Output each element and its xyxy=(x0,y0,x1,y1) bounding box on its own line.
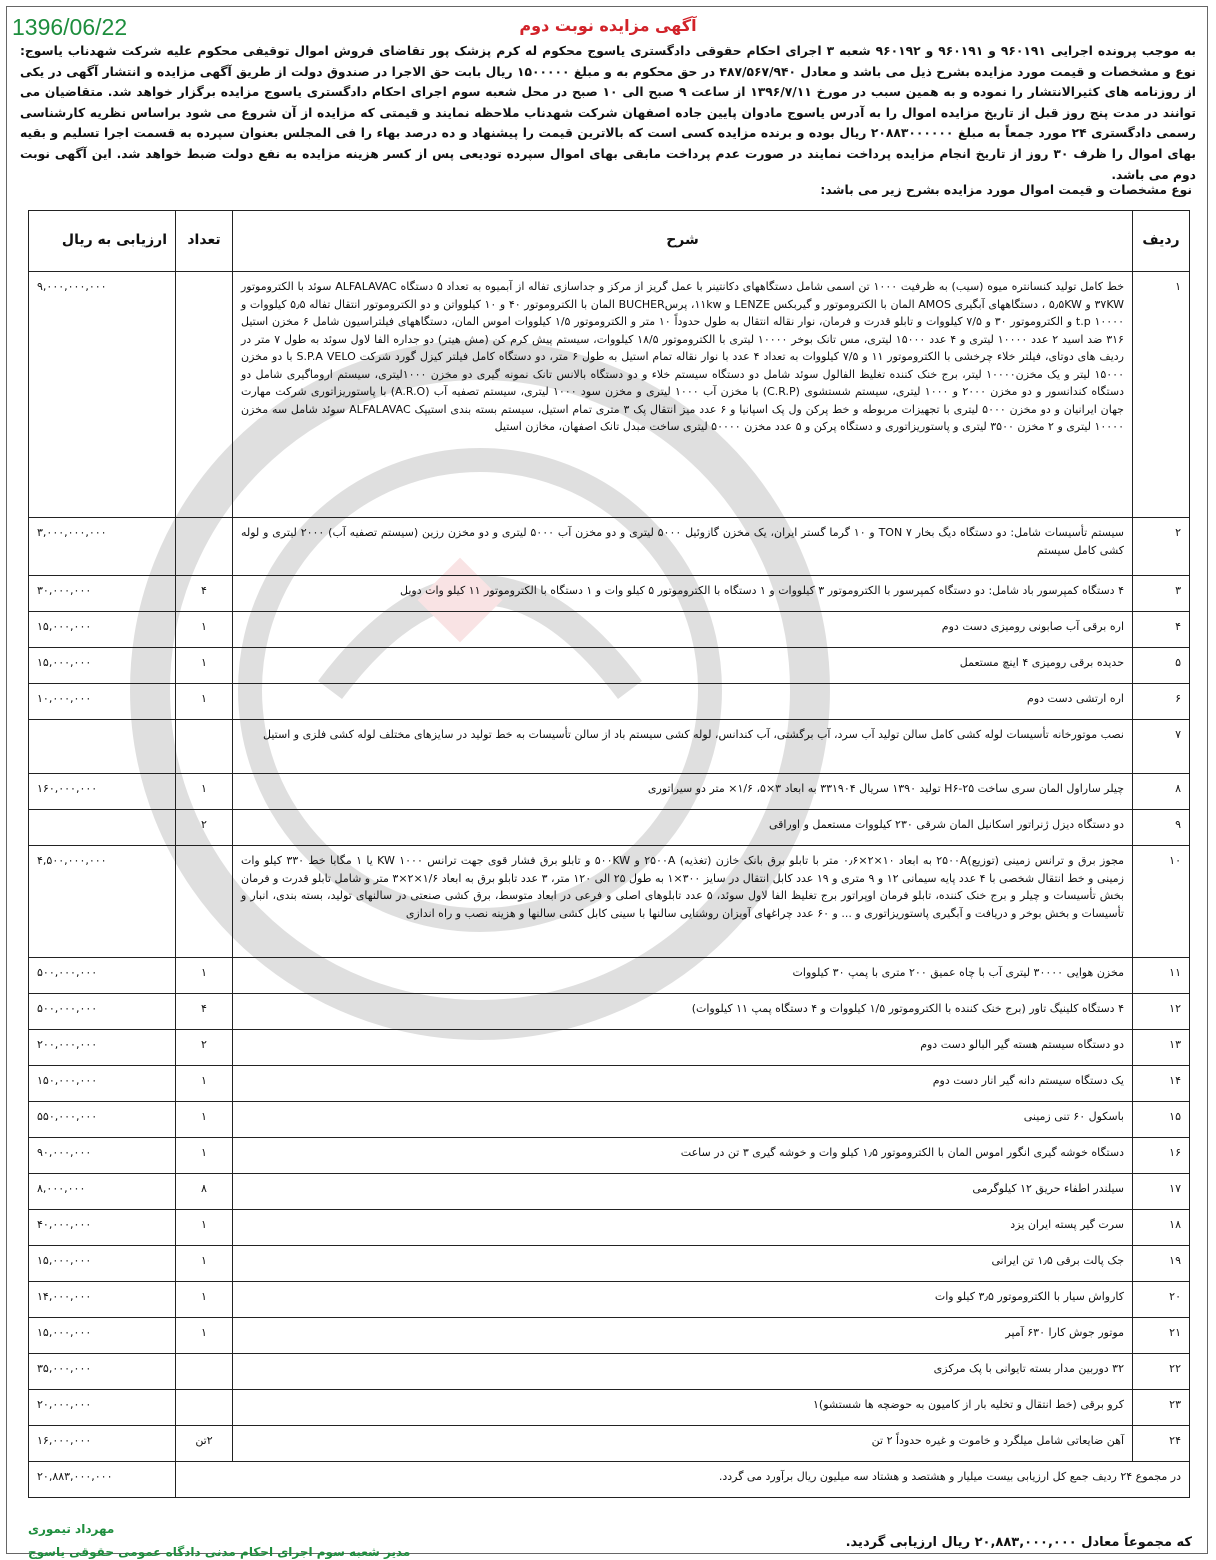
row-description: سرت گیر پسته ایران یزد xyxy=(233,1210,1133,1246)
row-valuation: ۵۵۰,۰۰۰,۰۰۰ xyxy=(29,1102,176,1138)
table-row xyxy=(29,1030,1190,1066)
row-number: ۱۸ xyxy=(1133,1210,1190,1246)
table-row xyxy=(29,1138,1190,1174)
row-quantity: ۱ xyxy=(176,648,233,684)
row-number: ۸ xyxy=(1133,774,1190,810)
table-row xyxy=(29,684,1190,720)
header-description: شرح xyxy=(233,211,1133,272)
row-number: ۳ xyxy=(1133,576,1190,612)
row-description: دو دستگاه دیزل ژنراتور اسکانیل المان شرقی ۲۳۰ کیلووات مستعمل و اوراقی xyxy=(233,810,1133,846)
row-quantity: ۱ xyxy=(176,1102,233,1138)
table-total-row xyxy=(29,1462,1190,1498)
row-description: نصب موتورخانه تأسیسات لوله کشی کامل سالن تولید آب سرد، آب برگشتی، آب کندانس، لوله کشی سیستم باد از سالن تأسیسات به خط تولید در سایزهای مختلف لوله کشی فلزی و استیل xyxy=(233,720,1133,774)
row-number: ۲۱ xyxy=(1133,1318,1190,1354)
row-valuation: ۴۰,۰۰۰,۰۰۰ xyxy=(29,1210,176,1246)
header-valuation: ارزیابی به ریال xyxy=(29,211,176,272)
row-description: مجوز برق و ترانس زمینی (توزیع)۲۵۰۰A به ابعاد ۱۰×۲×۰٫۶ متر با تابلو برق بانک خازن (تغذیه) ۲۵۰۰A و ۵۰۰KW و تابلو برق فشار قوی جهت ترانس ۱۰۰۰ KW یا ۱ مگابا خط ۳۳۰ کیلو وات زمینی و خط انتقال شخصی با ۴ عدد پایه سیمانی ۱۲ و ۹ متری و ۱۹ عدد کابل انتقال در سایز ۳۰۰×۱ به طول ۲۵ الی ۱۲۰ متر، ۳ عدد تابلو برق به ابعاد ۱/۶×۲×۳ متر و شامل تابلو قدرت و فرمان بخش تأسیسات و چیلر و برج خنک کننده، تابلو فرمان اوپراتور برج تغلیظ الفا لاول سوئد، ۵ عدد تابلوهای اصلی و فرعی در ابعاد متوسط، برق کشی صنعتی در سالنهای تولید، بسته بندی، انبار و تأسیسات و بخش بوخر و دریافت و آبگیری پاستوریزاتوری و ... و ۶۰ عدد چراغهای آویزان روشنایی سالنها با سینی کابل کشی سالنها و هزینه نصب و راه اندازی xyxy=(233,846,1133,958)
table-row xyxy=(29,1246,1190,1282)
table-row xyxy=(29,612,1190,648)
row-number: ۲۲ xyxy=(1133,1354,1190,1390)
row-quantity: ۱ xyxy=(176,1246,233,1282)
row-number: ۱۳ xyxy=(1133,1030,1190,1066)
row-description: دستگاه خوشه گیری انگور اموس المان با الکتروموتور ۱٫۵ کیلو وات و خوشه گیری ۳ تن در ساعت xyxy=(233,1138,1133,1174)
total-description: در مجموع ۲۴ ردیف جمع کل ارزیابی بیست میلیار و هشتصد و هشتاد سه میلیون ریال برآورد می گردد. xyxy=(176,1462,1190,1498)
row-valuation: ۳۰,۰۰۰,۰۰۰ xyxy=(29,576,176,612)
row-description: چیلر ساراول المان سری ساخت ۲۵-H۶ تولید ۱۳۹۰ سریال ۳۳۱۹۰۴ به ابعاد ۳×۵، ۱/۶× متر دو سیراتوری xyxy=(233,774,1133,810)
date-stamp: 1396/06/22 xyxy=(12,14,128,40)
row-valuation xyxy=(29,720,176,774)
row-description: حدیده برقی رومیزی ۴ اینچ مستعمل xyxy=(233,648,1133,684)
row-number: ۱۴ xyxy=(1133,1066,1190,1102)
table-row xyxy=(29,1354,1190,1390)
row-valuation: ۳,۰۰۰,۰۰۰,۰۰۰ xyxy=(29,518,176,576)
row-valuation: ۱۵,۰۰۰,۰۰۰ xyxy=(29,648,176,684)
table-row xyxy=(29,774,1190,810)
row-number: ۱۵ xyxy=(1133,1102,1190,1138)
row-valuation: ۱۶,۰۰۰,۰۰۰ xyxy=(29,1426,176,1462)
table-row xyxy=(29,576,1190,612)
row-quantity xyxy=(176,1354,233,1390)
table-row xyxy=(29,1174,1190,1210)
header-row-number: ردیف xyxy=(1133,211,1190,272)
table-row xyxy=(29,1282,1190,1318)
row-valuation: ۱۵,۰۰۰,۰۰۰ xyxy=(29,1318,176,1354)
row-description: ۳۲ دوربین مدار بسته تایوانی با پک مرکزی xyxy=(233,1354,1133,1390)
row-quantity: ۴ xyxy=(176,576,233,612)
row-valuation: ۲۰۰,۰۰۰,۰۰۰ xyxy=(29,1030,176,1066)
row-description: خط کامل تولید کنسانتره میوه (سیب) به ظرفیت ۱۰۰۰ تن اسمی شامل دستگاههای دکانتینر با عمل گریز از مرکز و جداسازی تفاله از آبمیوه به تعداد ۵ دستگاه ALFALAVAC سوئد با الکتروموتور ۳۷KW و ۵٫۵KW ، دستگاههای آبگیری AMOS المان با الکتروموتور و گیربکس LENZE و ۱۱kw، پرسBUCHER المان با الکتروموتور ۴۰ و ۱۰ کیلوواتن و دو الکتروموتور انتقال تفاله ۵٫۵ کیلووات و t.p ۱۰۰۰۰ و الکتروموتور ۳۰ و ۷/۵ کیلووات و تابلو قدرت و فرمان، نوار نقاله انتقال به طول حدوداً ۱۰ متر و الکتروموتور ۱/۵ کیلووات اموس المان، دستگاههای فیلتراسیون شامل ۶ مخزن استیل ۳۱۶ ضد اسید ۲ عدد ۱۰۰۰۰ لیتری و ۴ عدد ۱۵۰۰۰ لیتری، مس تانک بوخر ۱۰۰۰۰ لیتری با الکتروموتور ۱۸/۵ کیلووات، سیستم پیش کرم کن (مش هیتر) دو جداره الفا لاول سوئد به طول ۷ متر در ردیف های دوتای، فیلتر خلاء چرخشی با الکتروموتور ۱۱ و ۷/۵ کیلووات به تعداد ۴ عدد با نوار نقاله تمام استیل به طول ۶ متر، دو دستگاه کامل فیلتر کیزل گورد شرکت S.P.A VELO با دو مخزن ۱۵۰۰۰ لیتر و یک مخزن۱۰۰۰۰ لیتر، برج خنک کننده تغلیظ الفالول سوئد شامل دو دستگاه سیستم خلاء و دو دستگاه بالانس تانک نمونه گیری دو مخزن ۱۰۰۰لیتری، سیستم اروماگیری شامل دو دستگاه کندانسور و دو مخزن ۲۰۰۰ و ۱۰۰۰ لیتری، سیستم شستشوی (C.R.P) با مخزن آب ۱۰۰۰ لیتری و مخزن سود ۱۰۰۰ لیتری، سیستم تصفیه آب (A.R.O) با پاستوریزاتوری شرکت مهارت جهان ایرانیان و دو مخزن ۵۰۰۰ لیتری با تجهیزات مربوطه و خط پرکن ول پک اسپانیا و ۶ عدد میز انتقال پک ۳ متری تمام استیل، سیستم بسته بندی استیپک ALFALAVAC سوئد شامل سه مخزن ۱۰۰۰۰ لیتری و ۲ مخزن ۳۵۰۰ لیتری و پاستوریزاتوری و دستگاه پرکن و ۵ عدد مخزن ۵۰۰۰۰ لیتری ساخت مبدل تانک اصفهان، مخازن استیل xyxy=(233,272,1133,518)
table-row xyxy=(29,1102,1190,1138)
row-description: ۴ دستگاه کلینیگ تاور (برج خنک کننده با الکتروموتور ۱/۵ کیلووات و ۴ دستگاه پمپ ۱۱ کیلووات) xyxy=(233,994,1133,1030)
row-quantity: ۴ xyxy=(176,994,233,1030)
row-number: ۱۰ xyxy=(1133,846,1190,958)
row-quantity: ۱ xyxy=(176,774,233,810)
row-quantity xyxy=(176,720,233,774)
row-quantity: ۱ xyxy=(176,1138,233,1174)
table-header-row xyxy=(29,211,1190,272)
table-body xyxy=(29,272,1190,1498)
row-description: اره ارتشی دست دوم xyxy=(233,684,1133,720)
row-quantity: ۲تن xyxy=(176,1426,233,1462)
table-row xyxy=(29,1210,1190,1246)
row-quantity: ۱ xyxy=(176,1282,233,1318)
row-quantity xyxy=(176,272,233,518)
row-description: موتور جوش کارا ۶۳۰ آمپر xyxy=(233,1318,1133,1354)
total-summary: که مجموعاً معادل ۲۰,۸۸۳,۰۰۰,۰۰۰ ریال ارزیابی گردید. xyxy=(845,1535,1192,1550)
row-number: ۱۲ xyxy=(1133,994,1190,1030)
row-number: ۱ xyxy=(1133,272,1190,518)
table-row xyxy=(29,1426,1190,1462)
row-valuation: ۵۰۰,۰۰۰,۰۰۰ xyxy=(29,994,176,1030)
row-number: ۴ xyxy=(1133,612,1190,648)
row-description: یک دستگاه سیستم دانه گیر انار دست دوم xyxy=(233,1066,1133,1102)
row-number: ۱۱ xyxy=(1133,958,1190,994)
total-valuation: ۲۰,۸۸۳,۰۰۰,۰۰۰ xyxy=(29,1462,176,1498)
row-description: باسکول ۶۰ تنی زمینی xyxy=(233,1102,1133,1138)
header-quantity: تعداد xyxy=(176,211,233,272)
row-valuation: ۴,۵۰۰,۰۰۰,۰۰۰ xyxy=(29,846,176,958)
row-quantity xyxy=(176,1390,233,1426)
row-description: مخزن هوایی ۳۰۰۰۰ لیتری آب با چاه عمیق ۲۰۰ متری با پمپ ۳۰ کیلووات xyxy=(233,958,1133,994)
row-number: ۲۴ xyxy=(1133,1426,1190,1462)
row-number: ۱۶ xyxy=(1133,1138,1190,1174)
table-row xyxy=(29,1318,1190,1354)
row-quantity xyxy=(176,518,233,576)
row-quantity: ۸ xyxy=(176,1174,233,1210)
row-number: ۲۳ xyxy=(1133,1390,1190,1426)
table-row xyxy=(29,810,1190,846)
row-valuation: ۲۰,۰۰۰,۰۰۰ xyxy=(29,1390,176,1426)
table-row xyxy=(29,994,1190,1030)
table-row xyxy=(29,1390,1190,1426)
table-row xyxy=(29,846,1190,958)
row-number: ۱۷ xyxy=(1133,1174,1190,1210)
row-number: ۲۰ xyxy=(1133,1282,1190,1318)
row-quantity: ۱ xyxy=(176,958,233,994)
row-quantity: ۱ xyxy=(176,612,233,648)
table-row xyxy=(29,518,1190,576)
row-description: اره برقی آب صابونی رومیزی دست دوم xyxy=(233,612,1133,648)
row-description: کرو برقی (خط انتقال و تخلیه بار از کامیون به حوضچه ها شستشو)۱ xyxy=(233,1390,1133,1426)
row-number: ۱۹ xyxy=(1133,1246,1190,1282)
row-number: ۵ xyxy=(1133,648,1190,684)
row-quantity xyxy=(176,846,233,958)
table-row xyxy=(29,1066,1190,1102)
intro-tail: نوع مشخصات و قیمت اموال مورد مزایده بشرح زیر می باشد: xyxy=(820,183,1192,197)
row-number: ۶ xyxy=(1133,684,1190,720)
table-row xyxy=(29,720,1190,774)
row-description: سیستم تأسیسات شامل: دو دستگاه دیگ بخار TON ۷ و ۱۰ گرما گستر ایران، یک مخزن گازوئیل ۵۰۰۰ لیتری و دو مخزن آب ۵۰۰۰ لیتری و دو مخزن رزین (سیستم تصفیه آب) ۲۰۰۰ لیتری و لوله کشی کامل سیستم xyxy=(233,518,1133,576)
signer-name: مهرداد تیموری xyxy=(28,1522,115,1536)
table-row xyxy=(29,648,1190,684)
intro-paragraph: به موجب پرونده اجرایی ۹۶۰۱۹۱ و ۹۶۰۱۹۱ و ۹۶۰۱۹۲ شعبه ۳ اجرای احکام حقوقی دادگستری یاسوج محکوم له کرم پزشک پور تقاضای فروش اموال توقیفی محکوم علیه شرکت شهدناب یاسوج: نوع و مشخصات و قیمت مورد مزایده بشرح ذیل می باشد و معادل ۴۸۷/۵۶۷/۹۴۰ در حق محکوم به و مبلغ ۱۵۰۰۰۰۰ ریال بابت حق الاجرا در صندوق دولت از طریق آگهی مزایده و انتشار آگهی در یکی از روزنامه های کثیرالانتشار را نموده و به همین سبب در مورخ ۱۳۹۶/۷/۱۱ از ساعت ۹ صبح الی ۱۰ صبح در محل شعبه سوم اجرای احکام دادگستری یاسوج مزایده برگزار خواهد شد. متقاضیان می توانند در مدت پنج روز قبل از تاریخ مزایده اموال را به آدرس یاسوج مادوان پایین جاده اصفهان شرکت شهدناب ملاحظه نمایند و قیمتی که مزایده از آن شروع می شود براساس نظریه کارشناسی رسمی دادگستری ۲۴ مورد جمعاً به مبلغ ۲۰۸۸۳۰۰۰۰۰۰ ریال بوده و برنده مزایده کسی است که بالاترین قیمت را پیشنهاد و ده درصد بهاء را فی المجلس بعنوان سپرده به قسمت اجرا تسلیم و بقیه بهای اموال را ظرف ۳۰ روز از تاریخ انجام مزایده پرداخت نمایند در صورت عدم پرداخت مابقی بهای اموال سپرده تودیعی پس از کسر هزینه مزایده به نفع دولت ضبط خواهد شد. این آگهی نوبت دوم می باشد. xyxy=(20,44,1197,182)
row-quantity: ۲ xyxy=(176,1030,233,1066)
row-description: سیلندر اطفاء حریق ۱۲ کیلوگرمی xyxy=(233,1174,1133,1210)
row-valuation: ۱۰,۰۰۰,۰۰۰ xyxy=(29,684,176,720)
row-description: ۴ دستگاه کمپرسور باد شامل: دو دستگاه کمپرسور با الکتروموتور ۳ کیلووات و ۱ دستگاه با الکتروموتور ۵ کیلو وات و ۱ دستگاه با الکتروموتور ۱۱ کیلو وات دوبل xyxy=(233,576,1133,612)
row-valuation: ۱۵,۰۰۰,۰۰۰ xyxy=(29,1246,176,1282)
row-valuation xyxy=(29,810,176,846)
row-valuation: ۸,۰۰۰,۰۰۰ xyxy=(29,1174,176,1210)
row-valuation: ۱۴,۰۰۰,۰۰۰ xyxy=(29,1282,176,1318)
row-description: آهن ضایعاتی شامل میلگرد و خاموت و غیره حدوداً ۲ تن xyxy=(233,1426,1133,1462)
row-valuation: ۱۵,۰۰۰,۰۰۰ xyxy=(29,612,176,648)
row-valuation: ۵۰۰,۰۰۰,۰۰۰ xyxy=(29,958,176,994)
row-quantity: ۱ xyxy=(176,1318,233,1354)
items-table xyxy=(28,210,1190,1498)
row-quantity: ۱ xyxy=(176,1210,233,1246)
row-valuation: ۱۶۰,۰۰۰,۰۰۰ xyxy=(29,774,176,810)
page-title: آگهی مزایده نوبت دوم xyxy=(519,16,697,35)
row-valuation: ۱۵۰,۰۰۰,۰۰۰ xyxy=(29,1066,176,1102)
row-valuation: ۹۰,۰۰۰,۰۰۰ xyxy=(29,1138,176,1174)
row-quantity: ۱ xyxy=(176,1066,233,1102)
table-row xyxy=(29,272,1190,518)
row-valuation: ۳۵,۰۰۰,۰۰۰ xyxy=(29,1354,176,1390)
signer-title: مدیر شعبه سوم اجرای احکام مدنی دادگاه عمومی حقوقی یاسوج xyxy=(28,1545,411,1559)
row-valuation: ۹,۰۰۰,۰۰۰,۰۰۰ xyxy=(29,272,176,518)
row-description: دو دستگاه سیستم هسته گیر البالو دست دوم xyxy=(233,1030,1133,1066)
row-number: ۷ xyxy=(1133,720,1190,774)
table-row xyxy=(29,958,1190,994)
row-quantity: ۲ xyxy=(176,810,233,846)
row-number: ۲ xyxy=(1133,518,1190,576)
row-quantity: ۱ xyxy=(176,684,233,720)
row-description: کارواش سیار با الکتروموتور ۳٫۵ کیلو وات xyxy=(233,1282,1133,1318)
row-description: جک پالت برقی ۱٫۵ تن ایرانی xyxy=(233,1246,1133,1282)
row-number: ۹ xyxy=(1133,810,1190,846)
